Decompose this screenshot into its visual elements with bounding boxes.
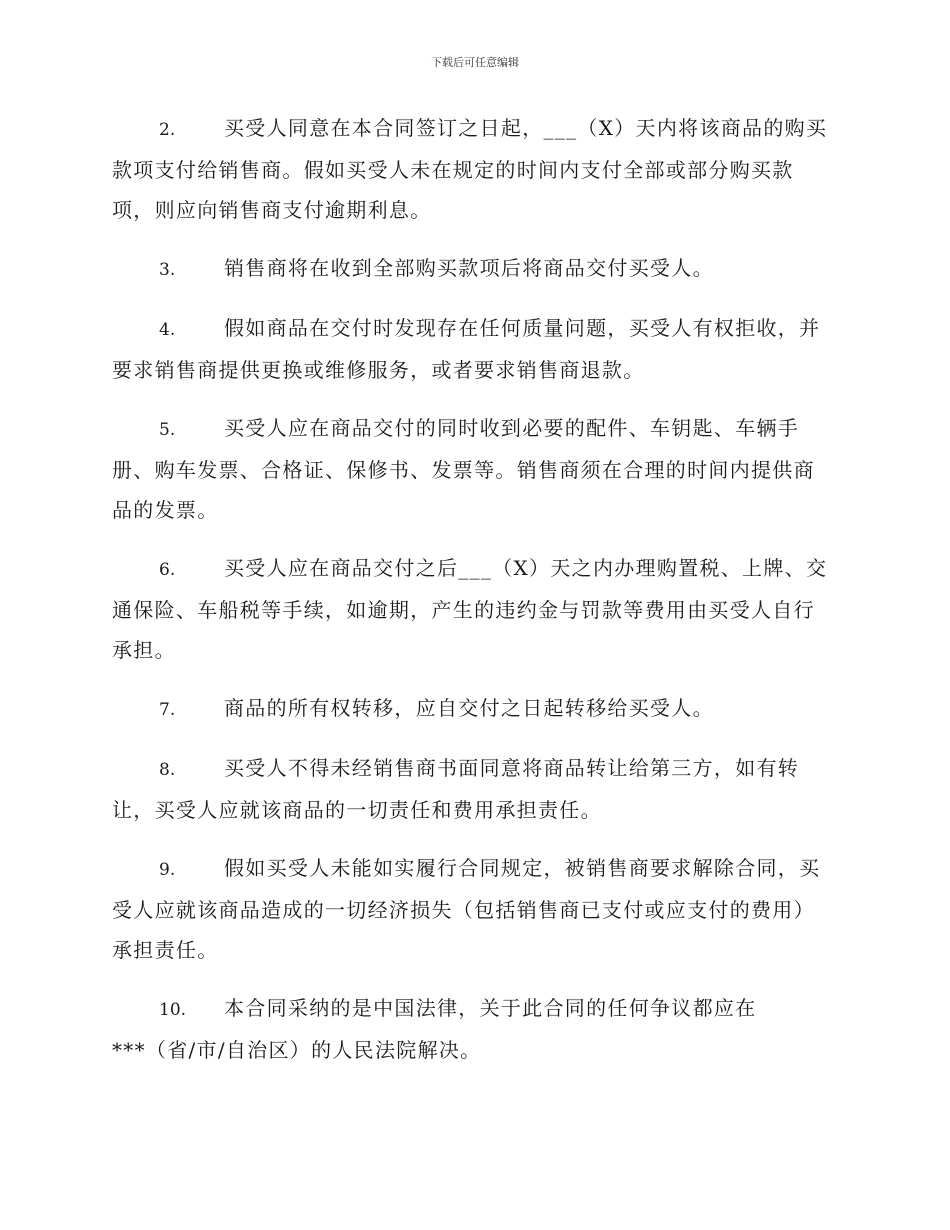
clause-number: 2. xyxy=(159,120,176,140)
clause-text: 假如买受人未能如实履行合同规定，被销售商要求解除合同，买 xyxy=(224,856,821,880)
clause-line: 承担。 xyxy=(112,638,176,662)
clause-line-first xyxy=(112,688,842,730)
clause-number: 10. xyxy=(159,1000,187,1020)
clause-line-first xyxy=(112,548,842,590)
clause xyxy=(112,748,842,830)
clause-text: 买受人不得未经销售商书面同意将商品转让给第三方，如有转 xyxy=(224,756,800,780)
clause-text: 销售商将在收到全部购买款项后将商品交付买受人。 xyxy=(224,256,714,280)
page-header: 下载后可任意编辑 xyxy=(431,56,519,69)
clause-number: 6. xyxy=(159,560,176,580)
clause xyxy=(112,408,842,530)
clause-text: 买受人同意在本合同签订之日起，___（X）天内将该商品的购买 xyxy=(224,116,828,140)
clause-number: 8. xyxy=(159,760,176,780)
clause-line: 册、购车发票、合格证、保修书、发票等。销售商须在合理的时间内提供商 xyxy=(112,458,815,482)
clause-number: 7. xyxy=(159,700,176,720)
clause-line-first xyxy=(112,108,842,150)
clause-line: 让，买受人应就该商品的一切责任和费用承担责任。 xyxy=(112,798,602,822)
clause-text: 商品的所有权转移，应自交付之日起转移给买受人。 xyxy=(224,696,714,720)
clause-line-first xyxy=(112,848,842,890)
clause-line: 受人应就该商品造成的一切经济损失（包括销售商已支付或应支付的费用） xyxy=(112,898,815,922)
clause-line-first xyxy=(112,248,842,290)
clause xyxy=(112,108,842,230)
clause-number: 3. xyxy=(159,260,176,280)
clause-line: 承担责任。 xyxy=(112,938,219,962)
clause xyxy=(112,848,842,970)
clause-text: 买受人应在商品交付之后___（X）天之内办理购置税、上牌、交 xyxy=(224,556,828,580)
clause-line: 款项支付给销售商。假如买受人未在规定的时间内支付全部或部分购买款 xyxy=(112,158,794,182)
clause-line-first xyxy=(112,988,842,1030)
document-body xyxy=(112,108,842,1088)
clause-line: 项，则应向销售商支付逾期利息。 xyxy=(112,198,432,222)
clause-line-first xyxy=(112,408,842,450)
clause-line: 品的发票。 xyxy=(112,498,219,522)
clause-line: 通保险、车船税等手续，如逾期，产生的违约金与罚款等费用由买受人自行 xyxy=(112,598,815,622)
clause-line: 要求销售商提供更换或维修服务，或者要求销售商退款。 xyxy=(112,358,645,382)
clause-text: 买受人应在商品交付的同时收到必要的配件、车钥匙、车辆手 xyxy=(224,416,800,440)
clause-line-first xyxy=(112,748,842,790)
clause xyxy=(112,308,842,390)
clause-number: 4. xyxy=(159,320,176,340)
clause-text: 本合同采纳的是中国法律，关于此合同的任何争议都应在 xyxy=(224,996,757,1020)
clause xyxy=(112,548,842,670)
clause-number: 9. xyxy=(159,860,176,880)
clause-line: ***（省/市/自治区）的人民法院解决。 xyxy=(112,1038,482,1062)
clause-text: 假如商品在交付时发现存在任何质量问题，买受人有权拒收，并 xyxy=(224,316,821,340)
clause-line-first xyxy=(112,308,842,350)
clause-number: 5. xyxy=(159,420,176,440)
clause xyxy=(112,248,842,290)
clause xyxy=(112,688,842,730)
clause xyxy=(112,988,842,1070)
